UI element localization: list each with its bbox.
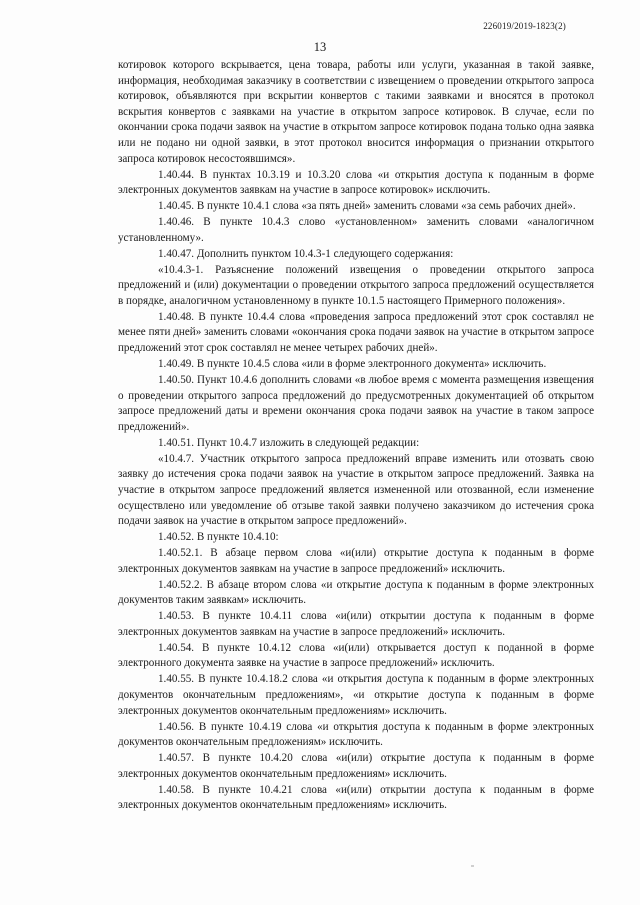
paragraph-1-40-53: 1.40.53. В пункте 10.4.11 слова «и(или) открытии доступа к поданным в форме электронных документов заявкам на участие в запросе предложений» исключить. — [118, 610, 594, 638]
paragraph-quote-10-4-3-1: «10.4.3-1. Разъяснение положений извещения о проведении открытого запроса предложений и (или) документации о проведении открытого запроса предложений осуществляется в порядке, аналогичном установленному в пункте 10.1.5 настоящего Примерного положения». — [118, 263, 594, 307]
paragraph-1-40-58: 1.40.58. В пункте 10.4.21 слова «и(или) открытии доступа к поданным в форме электронных документов окончательным предложениям» исключить. — [118, 783, 594, 812]
paragraph-quote-10-4-7: «10.4.7. Участник открытого запроса предложений вправе изменить или отозвать свою заявку до истечения срока подачи заявок на участие в открытом запросе предложений. Заявка на участие в открытом запросе предложений является измененной или отозванной, если изменение осуществлено или уведомление об отзыве такой заявки получено заказчиком до истечения срока подачи заявок на участие в открытом запросе предложений». — [118, 452, 594, 528]
page-number: 13 — [313, 40, 327, 54]
paragraph-1-40-48: 1.40.48. В пункте 10.4.4 слова «проведения запроса предложений этот срок составлял не менее пяти дней» заменить словами «окончания срока подачи заявок на участие в открытом запросе предложений этот срок составлял не менее четырех рабочих дней». — [118, 310, 594, 355]
paragraph-1-40-54: 1.40.54. В пункте 10.4.12 слова «и(или) открывается доступ к поданной в форме электронного документа заявке на участие в запросе предложений» исключить. — [118, 641, 594, 670]
paragraph-1-40-50: 1.40.50. Пункт 10.4.6 дополнить словами «в любое время с момента размещения извещения о проведении открытого запроса предложений до предусмотренных документацией об открытом запросе предложений даты и времени окончания срока подачи заявок на участие в таком запросе предложений». — [118, 374, 594, 433]
document-body — [118, 58, 594, 814]
paragraph-1-40-46: 1.40.46. В пункте 10.4.3 слово «установленном» заменить словами «аналогичном установленному». — [118, 216, 594, 244]
paragraph-1-40-56: 1.40.56. В пункте 10.4.19 слова «и открытия доступа к поданным в форме электронных документов окончательным предложениям» исключить. — [118, 720, 594, 749]
paragraph-1-40-44: 1.40.44. В пунктах 10.3.19 и 10.3.20 слова «и открытия доступа к поданным в форме электронных документов заявкам на участие в запросе котировок» исключить. — [118, 168, 594, 197]
paragraph-1-40-51: 1.40.51. Пункт 10.4.7 изложить в следующей редакции: — [158, 436, 420, 449]
paragraph-1-40-57: 1.40.57. В пункте 10.4.20 слова «и(или) открытие доступа к поданным в форме электронных документов окончательным предложениям» исключить. — [118, 752, 594, 780]
paragraph-continuation: котировок которого вскрывается, цена товара, работы или услуги, указанная в такой заявке, информация, необходимая заказчику в соответствии с извещением о проведении открытого запроса котировок, объявляются при вскрытии конвертов с такими заявками и вносятся в протокол вскрытия конвертов с заявками на участие в открытом запросе котировок. В случае, если по окончании срока подачи заявок на участие в открытом запросе котировок подана только одна заявка или не подано ни одной заявки, в этот протокол вносится информация о признании открытого запроса котировок несостоявшимся». — [118, 59, 594, 165]
paragraph-1-40-52: 1.40.52. В пункте 10.4.10: — [158, 531, 279, 544]
paragraph-1-40-52-1: 1.40.52.1. В абзаце первом слова «и(или) открытие доступа к поданным в форме электронных документов заявкам на участие в запросе предложений» исключить. — [118, 547, 594, 575]
scan-speck — [471, 865, 474, 867]
paragraph-1-40-55: 1.40.55. В пункте 10.4.18.2 слова «и открытия доступа к поданным в форме электронных документов окончательным предложениям», «и открытие доступа к поданным в форме электронных документов окончательным предложениям» исключить. — [118, 673, 594, 717]
document-registration-number: 226019/2019-1823(2) — [483, 21, 566, 31]
paragraph-1-40-45: 1.40.45. В пункте 10.4.1 слова «за пять дней» заменить словами «за семь рабочих дней». — [158, 200, 576, 213]
paragraph-1-40-47: 1.40.47. Дополнить пунктом 10.4.3-1 следующего содержания: — [158, 247, 454, 260]
paragraph-1-40-49: 1.40.49. В пункте 10.4.5 слова «или в форме электронного документа» исключить. — [158, 358, 547, 371]
paragraph-1-40-52-2: 1.40.52.2. В абзаце втором слова «и открытие доступа к поданным в форме электронных документов таким заявкам» исключить. — [118, 578, 594, 607]
